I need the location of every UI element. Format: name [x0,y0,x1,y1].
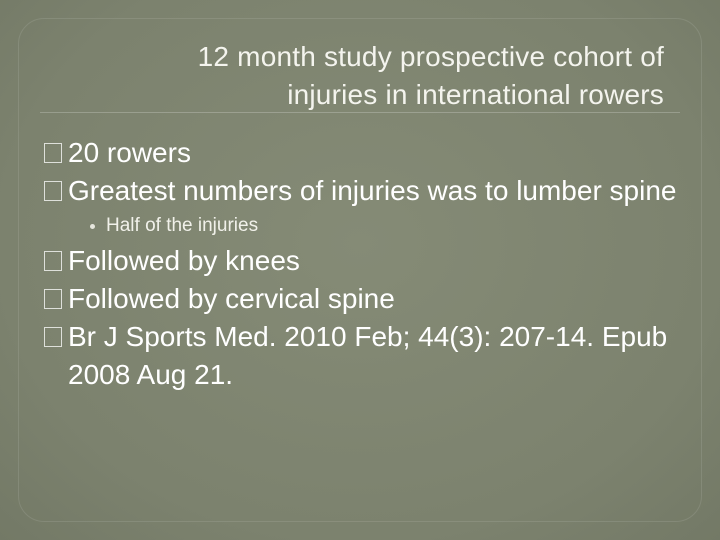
title-line-1: 12 month study prospective cohort of [197,41,664,72]
title-divider [40,112,680,113]
dot-bullet-icon [90,224,95,229]
bullet-item [44,318,694,394]
hollow-square-bullet-icon [44,289,62,309]
title-line-2: injuries in international rowers [287,79,664,110]
bullet-text: 20 rowers [68,137,191,168]
hollow-square-bullet-icon [44,251,62,271]
bullet-item [44,242,694,280]
bullet-item [44,172,694,210]
slide-title [64,38,664,114]
hollow-square-bullet-icon [44,327,62,347]
bullet-text: Br J Sports Med. 2010 Feb; 44(3): 207-14. Epub 2008 Aug 21. [68,321,668,390]
bullet-text: Followed by knees [68,245,300,276]
bullet-item [44,134,694,172]
bullet-text: Greatest numbers of injuries was to lumber spine [68,175,677,206]
bullet-text: Followed by cervical spine [68,283,395,314]
hollow-square-bullet-icon [44,181,62,201]
sub-bullet-text: Half of the injuries [106,215,259,236]
hollow-square-bullet-icon [44,143,62,163]
sub-bullet-item [88,212,694,240]
bullet-list [44,134,694,394]
bullet-item [44,280,694,318]
